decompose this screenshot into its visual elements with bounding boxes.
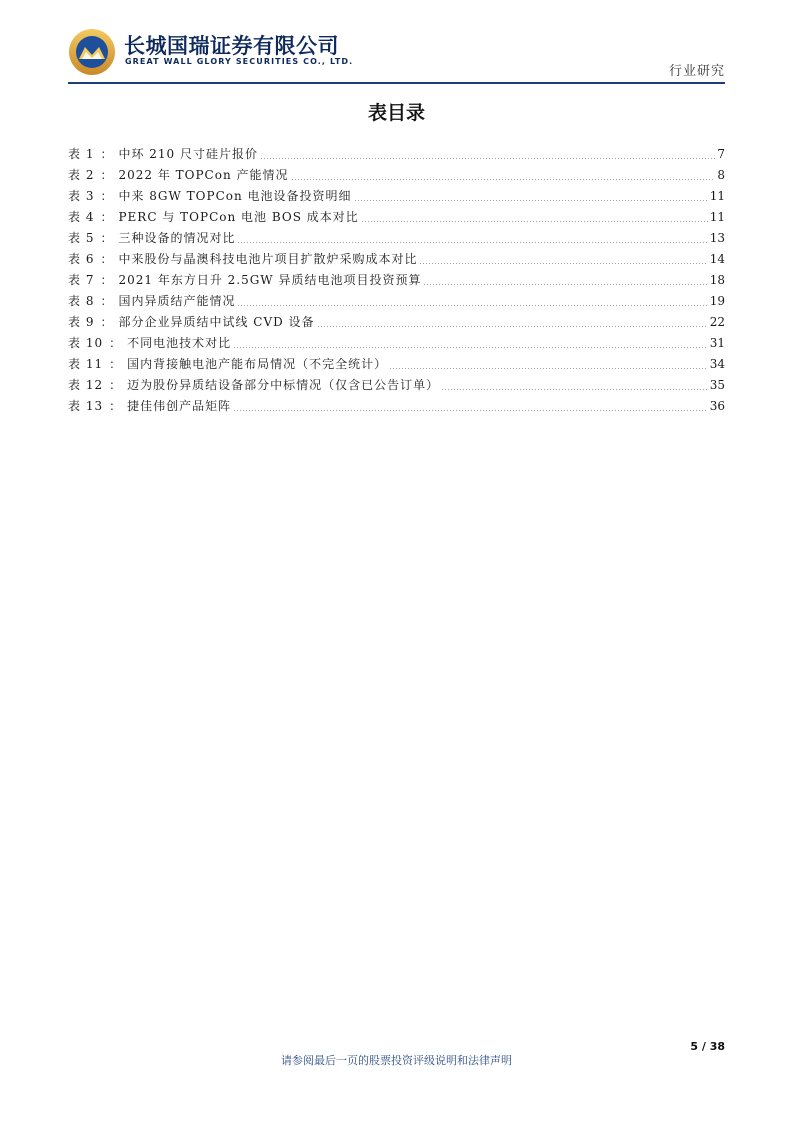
toc-entry-separator: ： <box>100 189 113 203</box>
toc-entry-page: 35 <box>709 378 725 392</box>
toc-entry-title: 迈为股份异质结设备部分中标情况（仅含已公告订单） <box>127 378 440 392</box>
toc-entry-separator: ： <box>100 168 113 182</box>
toc-entry-number: 表 4 <box>68 210 95 224</box>
toc-entry-page: 34 <box>709 357 725 371</box>
toc-entry-title: 三种设备的情况对比 <box>118 231 236 245</box>
toc-entry[interactable] <box>68 354 725 375</box>
toc-entry-number: 表 3 <box>68 189 95 203</box>
toc-entry-separator: ： <box>100 294 113 308</box>
toc-entry-page: 8 <box>717 168 725 182</box>
toc-entry-separator: ： <box>109 399 122 413</box>
toc-entry[interactable] <box>68 186 725 207</box>
toc-entry-number: 表 11 <box>68 357 104 371</box>
toc-entry-title: 捷佳伟创产品矩阵 <box>127 399 232 413</box>
toc-entry-separator: ： <box>100 315 113 329</box>
toc-entry[interactable] <box>68 396 725 417</box>
toc-entry[interactable] <box>68 291 725 312</box>
toc-entry-page: 13 <box>709 231 725 245</box>
toc-entry-number: 表 13 <box>68 399 104 413</box>
toc-entry-separator: ： <box>100 210 113 224</box>
toc-entry-number: 表 8 <box>68 294 95 308</box>
company-name-en: GREAT WALL GLORY SECURITIES CO., LTD. <box>125 57 354 66</box>
toc-entry-title: 国内背接触电池产能布局情况（不完全统计） <box>127 357 388 371</box>
toc-entry-number: 表 1 <box>68 147 95 161</box>
toc-entry-title: PERC 与 TOPCon 电池 BOS 成本对比 <box>118 210 359 224</box>
toc-entry-separator: ： <box>100 273 113 287</box>
section-label: 行业研究 <box>668 64 725 79</box>
page-number: 5 / 38 <box>690 1040 725 1053</box>
toc-entry-title: 中来股份与晶澳科技电池片项目扩散炉采购成本对比 <box>118 252 418 266</box>
toc-entry-page: 31 <box>709 336 725 350</box>
toc-entry-number: 表 2 <box>68 168 95 182</box>
toc-entry-title: 国内异质结产能情况 <box>118 294 236 308</box>
page-header <box>68 24 725 82</box>
toc-dot-leader <box>361 221 708 222</box>
toc-entry-number: 表 9 <box>68 315 95 329</box>
toc-entry-separator: ： <box>109 357 122 371</box>
header-divider <box>68 82 725 84</box>
company-name-cn: 长城国瑞证券有限公司 <box>124 34 339 58</box>
toc-entry-title: 2022 年 TOPCon 产能情况 <box>118 168 289 182</box>
toc-dot-leader <box>423 284 707 285</box>
toc-dot-leader <box>260 158 715 159</box>
toc-entry-page: 11 <box>709 189 725 203</box>
toc-title: 表目录 <box>367 102 425 124</box>
toc-dot-leader <box>441 389 708 390</box>
toc-entry-title: 部分企业异质结中试线 CVD 设备 <box>118 315 315 329</box>
toc-entry-number: 表 12 <box>68 378 104 392</box>
toc-dot-leader <box>237 242 707 243</box>
toc-entry-number: 表 7 <box>68 273 95 287</box>
company-logo-icon <box>68 28 116 76</box>
toc-entry-page: 19 <box>709 294 725 308</box>
toc-entry[interactable] <box>68 144 725 165</box>
toc-dot-leader <box>317 326 708 327</box>
toc-entry-separator: ： <box>109 378 122 392</box>
toc-entry[interactable] <box>68 312 725 333</box>
toc-entry-page: 14 <box>709 252 725 266</box>
toc-entry-page: 11 <box>709 210 725 224</box>
toc-dot-leader <box>389 368 708 369</box>
toc-entry-number: 表 6 <box>68 252 95 266</box>
toc-dot-leader <box>233 410 708 411</box>
toc-entry-page: 18 <box>709 273 725 287</box>
toc-entry[interactable] <box>68 207 725 228</box>
toc-entry-separator: ： <box>100 231 113 245</box>
toc-dot-leader <box>419 263 707 264</box>
toc-entry-page: 22 <box>709 315 725 329</box>
toc-dot-leader <box>354 200 708 201</box>
toc-entry-title: 不同电池技术对比 <box>127 336 232 350</box>
toc-dot-leader <box>237 305 707 306</box>
toc-entry-separator: ： <box>109 336 122 350</box>
toc-entry[interactable] <box>68 375 725 396</box>
toc-entry[interactable] <box>68 165 725 186</box>
toc-entry-title: 中环 210 尺寸硅片报价 <box>118 147 259 161</box>
toc-entry[interactable] <box>68 228 725 249</box>
toc-entry-page: 36 <box>709 399 725 413</box>
toc-entry[interactable] <box>68 270 725 291</box>
disclaimer-note: 请参阅最后一页的股票投资评级说明和法律声明 <box>281 1054 512 1067</box>
toc-entry-title: 2021 年东方日升 2.5GW 异质结电池项目投资预算 <box>118 273 422 287</box>
table-of-contents <box>68 144 725 417</box>
toc-dot-leader <box>233 347 708 348</box>
toc-entry-number: 表 10 <box>68 336 104 350</box>
toc-entry-separator: ： <box>100 252 113 266</box>
toc-entry-separator: ： <box>100 147 113 161</box>
toc-entry[interactable] <box>68 249 725 270</box>
toc-entry[interactable] <box>68 333 725 354</box>
toc-entry-page: 7 <box>717 147 725 161</box>
toc-dot-leader <box>291 179 716 180</box>
toc-entry-title: 中来 8GW TOPCon 电池设备投资明细 <box>118 189 352 203</box>
toc-entry-number: 表 5 <box>68 231 95 245</box>
